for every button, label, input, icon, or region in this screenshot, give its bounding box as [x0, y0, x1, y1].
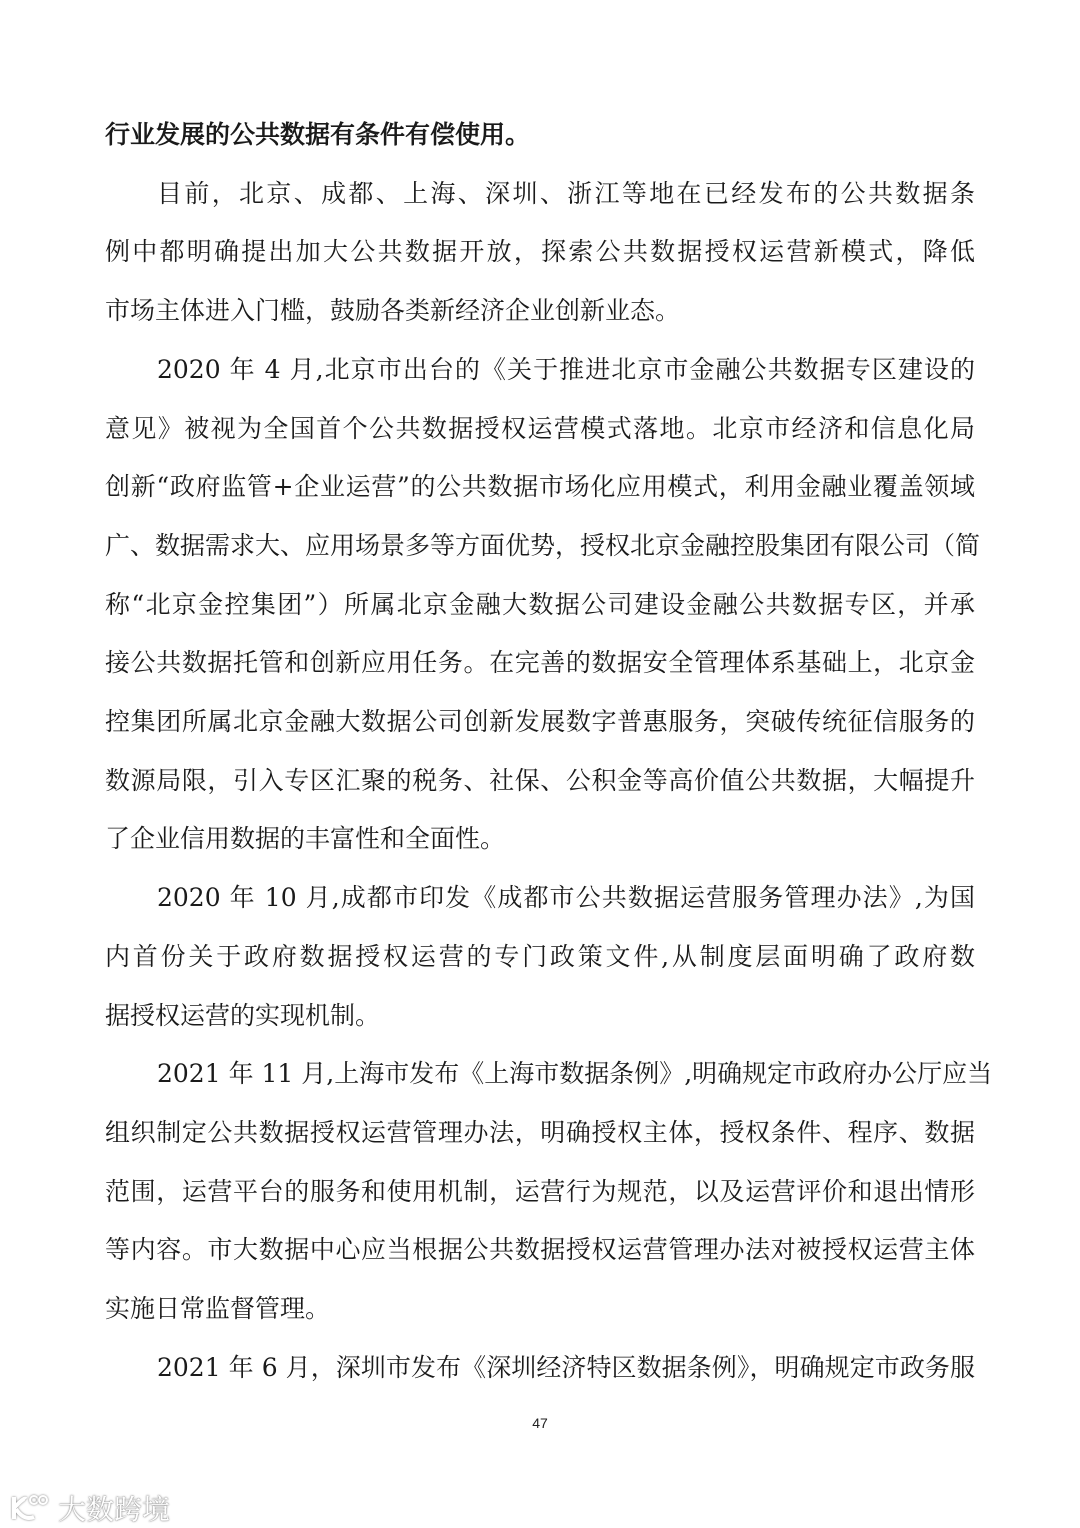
text-line: 2020 年 10 月,成都市印发《成都市公共数据运营服务管理办法》,为国 [157, 883, 975, 913]
text-line: 目前，北京、成都、上海、深圳、浙江等地在已经发布的公共数据条 [157, 178, 975, 208]
watermark [10, 1488, 170, 1528]
text-line: 数源局限，引入专区汇聚的税务、社保、公积金等高价值公共数据，大幅提升 [105, 765, 975, 795]
text-line: 广、数据需求大、应用场景多等方面优势，授权北京金融控股集团有限公司（简 [105, 530, 981, 560]
text-line: 等内容。市大数据中心应当根据公共数据授权运营管理办法对被授权运营主体 [105, 1235, 975, 1265]
text-line: 2020 年 4 月,北京市出台的《关于推进北京市金融公共数据专区建设的 [157, 354, 975, 384]
text-line: 创新“政府监管+企业运营”的公共数据市场化应用模式，利用金融业覆盖领域 [105, 472, 975, 502]
watermark-text: 大数跨境 [58, 1493, 171, 1526]
text-line: 2021 年 11 月,上海市发布《上海市数据条例》,明确规定市政府办公厅应当 [157, 1059, 993, 1089]
text-line: 意见》被视为全国首个公共数据授权运营模式落地。北京市经济和信息化局 [105, 413, 975, 443]
text-line: 行业发展的公共数据有条件有偿使用。 [105, 120, 531, 149]
watermark-logo-icon [10, 1493, 50, 1523]
text-line: 称“北京金控集团”）所属北京金融大数据公司建设金融公共数据专区，并承 [105, 589, 975, 619]
text-line: 了企业信用数据的丰富性和全面性。 [105, 824, 506, 854]
page-number: 47 [532, 1415, 548, 1431]
text-line: 接公共数据托管和创新应用任务。在完善的数据安全管理体系基础上，北京金 [105, 648, 975, 678]
text-line: 据授权运营的实现机制。 [105, 1000, 381, 1030]
text-line: 市场主体进入门槛，鼓励各类新经济企业创新业态。 [105, 296, 681, 326]
text-line: 组织制定公共数据授权运营管理办法，明确授权主体，授权条件、程序、数据 [105, 1117, 975, 1147]
text-line: 内首份关于政府数据授权运营的专门政策文件,从制度层面明确了政府数 [105, 941, 975, 971]
text-line: 实施日常监督管理。 [105, 1294, 331, 1323]
text-line: 2021 年 6 月，深圳市发布《深圳经济特区数据条例》，明确规定市政务服 [157, 1352, 975, 1382]
text-line: 控集团所属北京金融大数据公司创新发展数字普惠服务，突破传统征信服务的 [105, 707, 975, 736]
text-line: 范围，运营平台的服务和使用机制，运营行为规范，以及运营评价和退出情形 [105, 1176, 975, 1206]
text-line: 例中都明确提出加大公共数据开放，探索公共数据授权运营新模式，降低 [105, 237, 975, 267]
